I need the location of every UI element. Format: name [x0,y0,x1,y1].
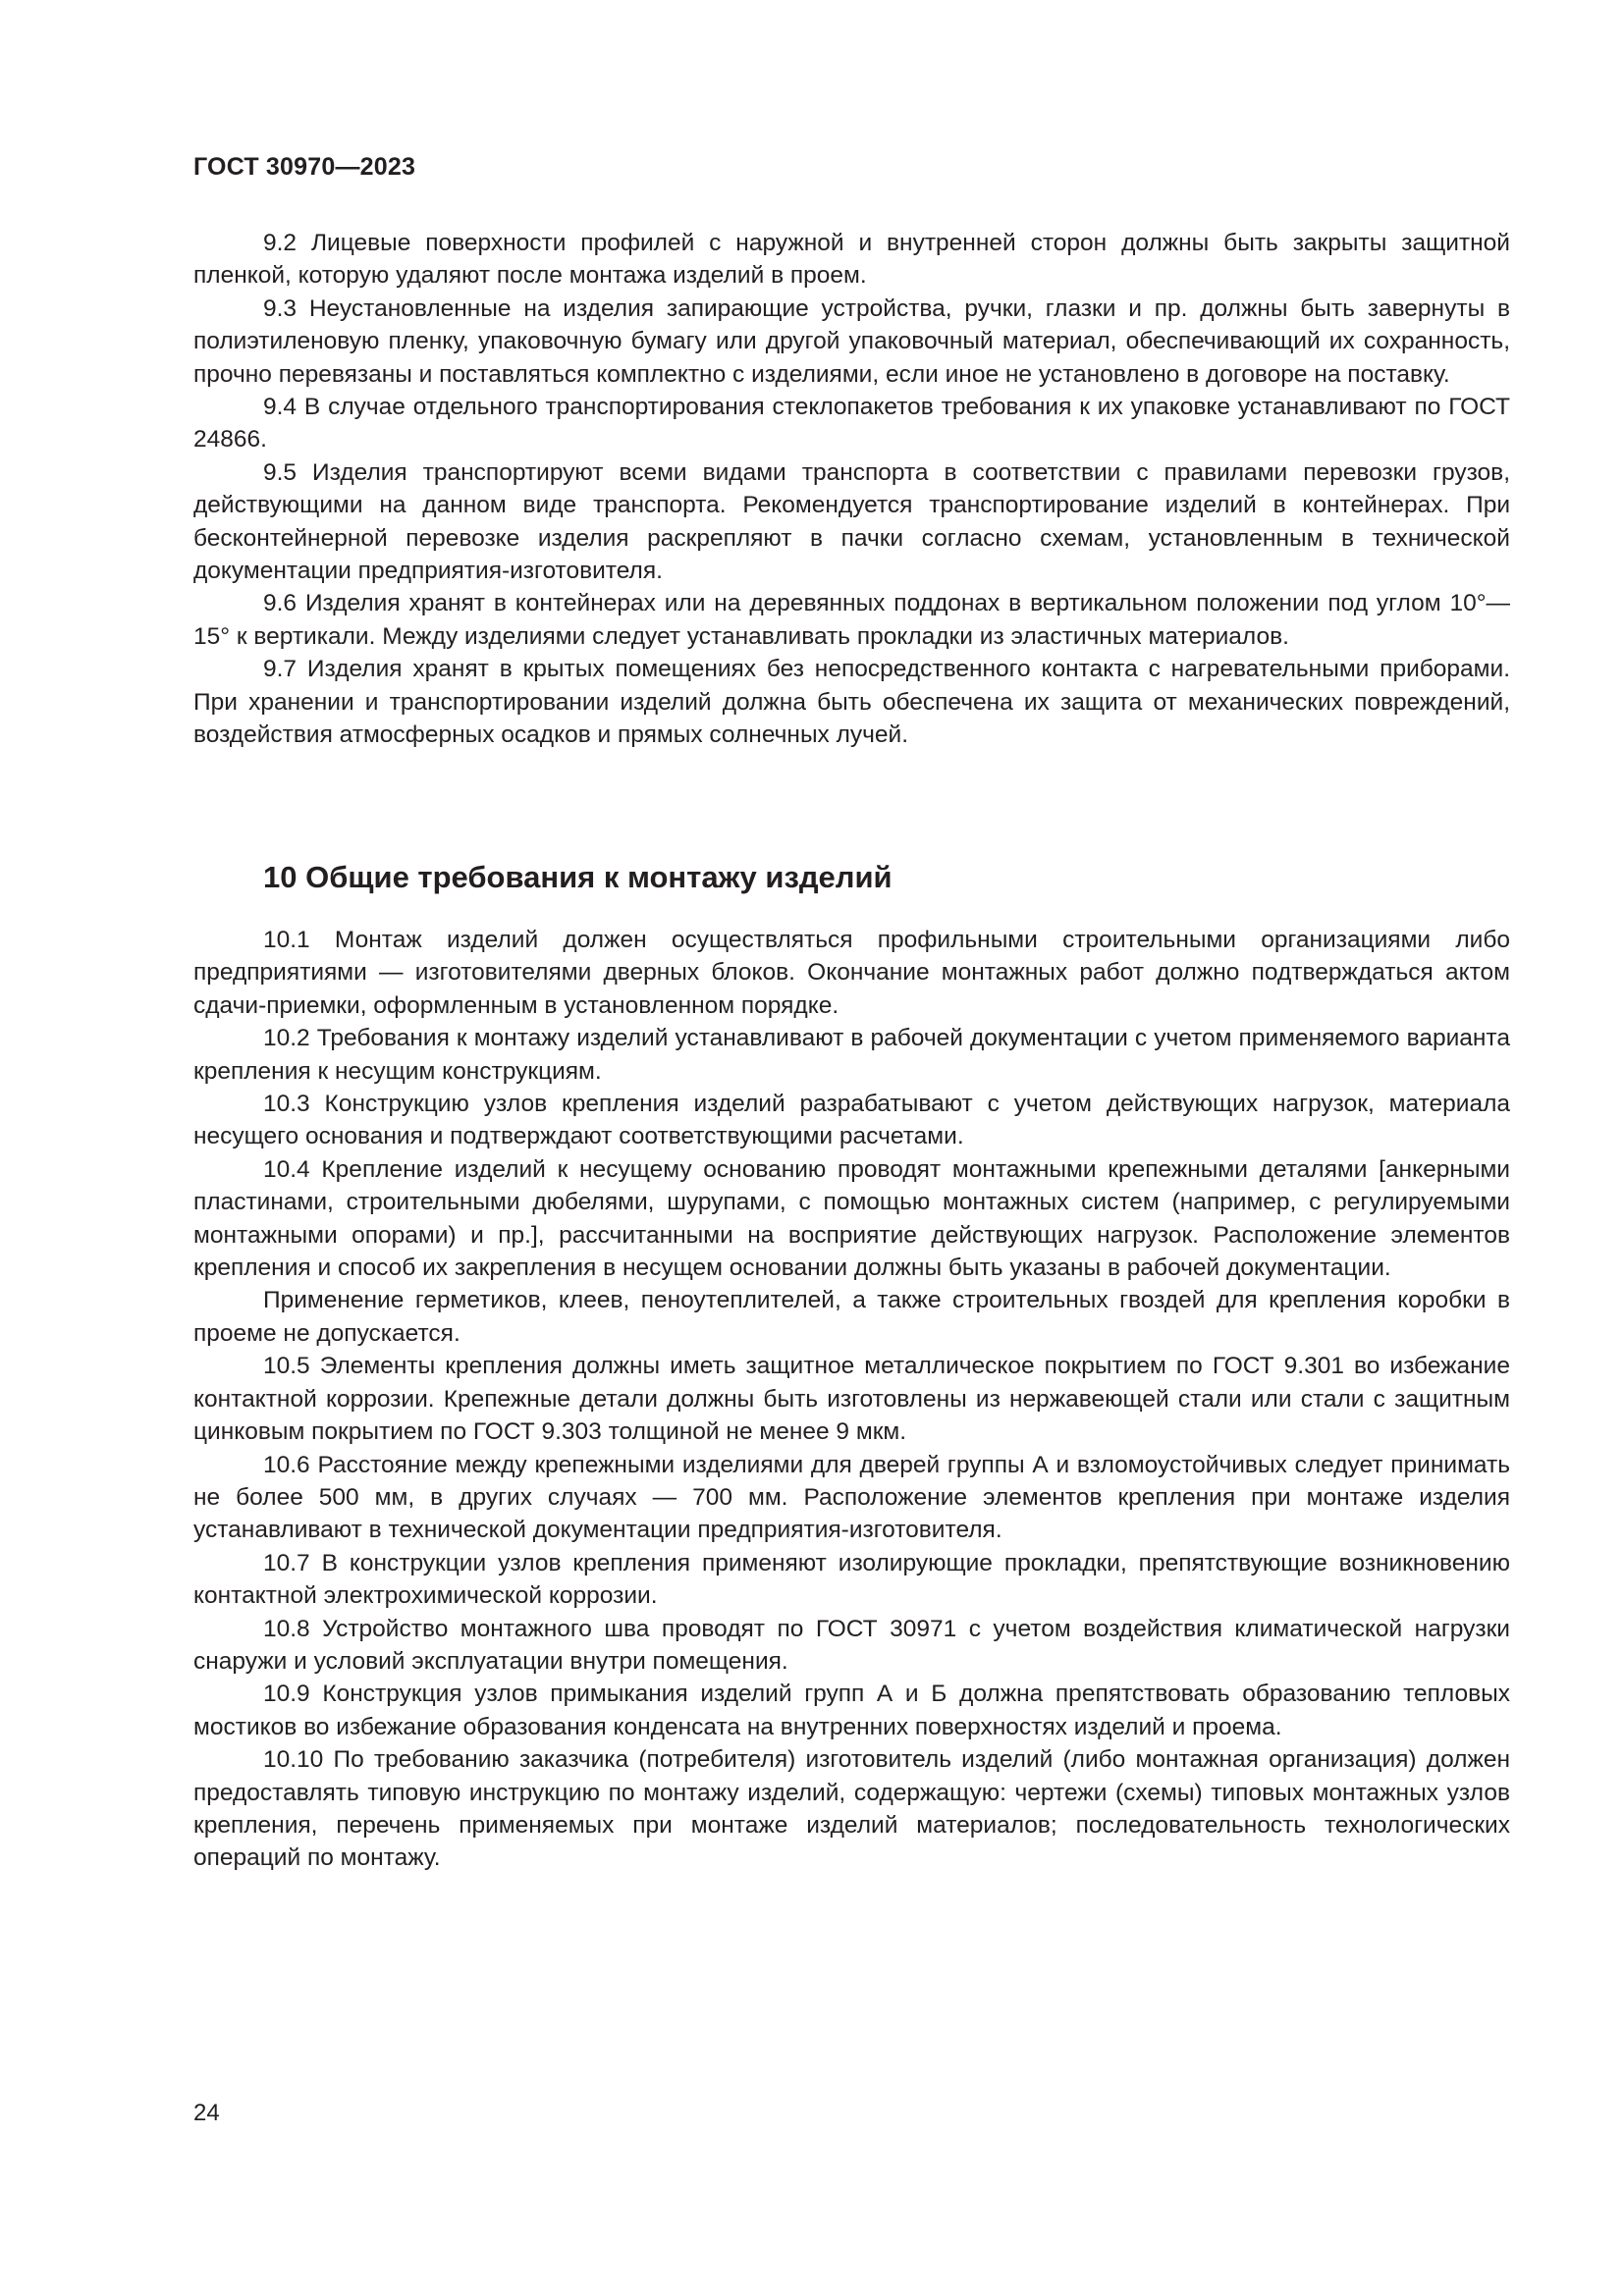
paragraph-10-8: 10.8 Устройство монтажного шва проводят по ГОСТ 30971 с учетом воздействия климатической нагрузки снаружи и условий эксплуатации внутри помещения. [193,1615,1510,1675]
paragraph-9-2: 9.2 Лицевые поверхности профилей с наружной и внутренней сторон должны быть закрыты защитной пленкой, которую удаляют после монтажа изделий в проем. [193,230,1510,290]
paragraph-10-5: 10.5 Элементы крепления должны иметь защитное металлическое покрытием по ГОСТ 9.301 во избежание контактной коррозии. Крепежные детали должны быть изготовлены из нержавеющей стали или стали с защитным цинковым покрытием по ГОСТ 9.303 толщиной не менее 9 мкм. [193,1353,1510,1446]
section-9-body [193,227,1510,752]
paragraph-10-1: 10.1 Монтаж изделий должен осуществляться профильными строительными организациями либо предприятиями — изготовителями дверных блоков. Окончание монтажных работ должно подтверждаться актом сдачи-приемки, оформленным в установленном порядке. [193,927,1510,1019]
paragraph-10-6: 10.6 Расстояние между крепежными изделиями для дверей группы А и взломоустойчивых следует принимать не более 500 мм, в других случаях — 700 мм. Расположение элементов крепления при монтаже изделия устанавливают в технической документации предприятия-изготовителя. [193,1451,1510,1544]
paragraph-10-4: 10.4 Крепление изделий к несущему основанию проводят монтажными крепежными деталями [анкерными пластинами, строительными дюбелями, шурупами, с помощью монтажных систем (например, с регулируемыми монтажными опорами) и пр.], рассчитанными на восприятие действующих нагрузок. Расположение элементов крепления и способ их закрепления в несущем основании должны быть указаны в рабочей документации. [193,1155,1510,1282]
paragraph-9-7: 9.7 Изделия хранят в крытых помещениях без непосредственного контакта с нагревательными приборами. При хранении и транспортировании изделий должна быть обеспечена их защита от механических повреждений, воздействия атмосферных осадков и прямых солнечных лучей. [193,656,1510,749]
paragraph-10-10: 10.10 По требованию заказчика (потребителя) изготовитель изделий (либо монтажная организация) должен предоставлять типовую инструкцию по монтажу изделий, содержащую: чертежи (схемы) типовых монтажных узлов крепления, перечень применяемых при монтаже изделий материалов; последовательность технологических операций по монтажу. [193,1746,1510,1872]
paragraph-10-3: 10.3 Конструкцию узлов крепления изделий разрабатывают с учетом действующих нагрузок, материала несущего основания и подтверждают соответствующими расчетами. [193,1091,1510,1150]
section-10-body [193,924,1510,1875]
paragraph-9-5: 9.5 Изделия транспортируют всеми видами транспорта в соответствии с правилами перевозки грузов, действующими на данном виде транспорта. Рекомендуется транспортирование изделий в контейнерах. При бесконтейнерной перевозке изделия раскрепляют в пачки согласно схемам, установленным в технической документации предприятия-изготовителя. [193,458,1510,585]
paragraph-9-6: 9.6 Изделия хранят в контейнерах или на деревянных поддонах в вертикальном положении под углом 10°—15° к вертикали. Между изделиями следует устанавливать прокладки из эластичных материалов. [193,590,1510,650]
page-number: 24 [193,2100,220,2126]
document-code-header: ГОСТ 30970—2023 [193,153,416,181]
paragraph-9-3: 9.3 Неустановленные на изделия запирающие устройства, ручки, глазки и пр. должны быть завернуты в полиэтиленовую пленку, упаковочную бумагу или другой упаковочный материал, обеспечивающий их сохранность, прочно перевязаны и поставляться комплектно с изделиями, если иное не установлено в договоре на поставку. [193,294,1510,388]
paragraph-10-7: 10.7 В конструкции узлов крепления применяют изолирующие прокладки, препятствующие возникновению контактной электрохимической коррозии. [193,1549,1510,1610]
paragraph-10-4-note: Применение герметиков, клеев, пеноутеплителей, а также строительных гвоздей для крепления коробки в проеме не допускается. [193,1287,1510,1347]
paragraph-10-2: 10.2 Требования к монтажу изделий устанавливают в рабочей документации с учетом применяемого варианта крепления к несущим конструкциям. [193,1025,1510,1085]
paragraph-10-9: 10.9 Конструкция узлов примыкания изделий групп А и Б должна препятствовать образованию тепловых мостиков во избежание образования конденсата на внутренних поверхностях изделий и проема. [193,1681,1510,1740]
paragraph-9-4: 9.4 В случае отдельного транспортирования стеклопакетов требования к их упаковке устанавливают по ГОСТ 24866. [193,394,1510,454]
section-10-title: 10 Общие требования к монтажу изделий [263,860,893,894]
